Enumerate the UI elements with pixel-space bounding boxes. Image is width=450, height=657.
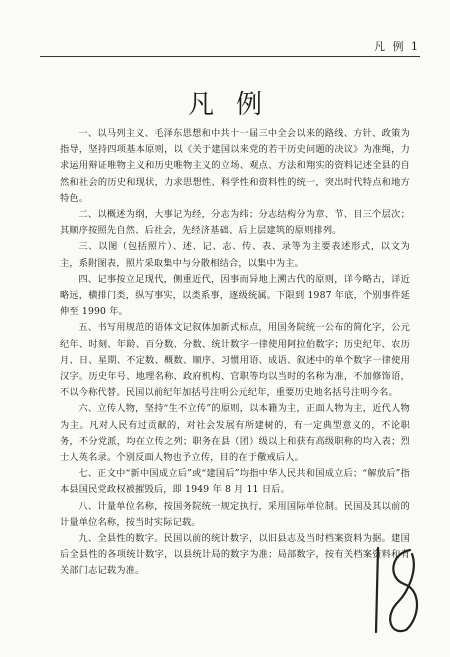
paragraph-3: 三、以图（包括照片）、述、记、志、传、表、录等为主要表述形式，以文为主，系附图表，照片采取集中与分散相结合，以集中为主。 bbox=[60, 241, 410, 269]
handwritten-mark-drawing bbox=[368, 540, 428, 640]
paragraph-9: 九、全县性的数字。民国以前的统计数字，以旧县志及当时档案资料为据。建国后全县性的各项统计数字，以县统计局的数字为准；局部数字，按有关档案资料和有关部门志记载为准。 bbox=[60, 533, 410, 577]
paragraph-7: 七、正文中“新中国成立后”或“建国后”均指中华人民共和国成立后；“解放后”指本县国民党政权被摧毁后，即 1949 年 8 月 11 日后。 bbox=[60, 468, 410, 496]
paragraph-1: 一、以马列主义、毛泽东思想和中共十一届三中全会以来的路线、方针、政策为指导，坚持四项基本原则，以《关于建国以来党的若干历史问题的决议》为准绳，力求运用辩证唯物主义和历史唯物主义的立场、观点、方法和翔实的资料记述全县的自然和社会的历史和现状，力求思想性、科学性和资料性的统一，突出时代特点和地方特色。 bbox=[60, 128, 410, 204]
page-title: 凡例 bbox=[187, 90, 284, 120]
paragraph-8: 八、计量单位名称，按国务院统一规定执行，采用国际单位制。民国及其以前的计量单位名称，按当时实际记载。 bbox=[60, 500, 410, 528]
paragraph-4: 四、记事按立足现代，侧重近代，因事而异地上溯古代的原则，详今略古，详近略远，横排门类，纵写事实，以类系事，逐级统属。下限到 1987 年底，个别事件延伸至 1990 年。 bbox=[60, 273, 410, 318]
header-rule bbox=[40, 56, 420, 57]
handwritten-mark bbox=[368, 540, 428, 640]
body-text bbox=[60, 126, 410, 580]
paragraph-6: 六、立传人物，坚持“生不立传”的原则，以本籍为主，正面人物为主，近代人物为主。凡对人民有过贡献的，对社会发展有所建树的，有一定典型意义的，不论职务，不分党派，均在立传之列；职务在县（团）级以上和获有高级职称的均入表；烈士人英名录。个别反面人物也予立传，目的在于儆戒后人。 bbox=[60, 403, 410, 464]
running-header: 凡 例 1 bbox=[374, 40, 420, 53]
paragraph-2: 二、以概述为纲，大事记为经，分志为纬；分志结构分为章、节、目三个层次；其顺序按照先自然、后社会，先经济基础、后上层建筑的原则排列。 bbox=[60, 209, 410, 237]
paragraph-5: 五、书写用规范的语体文记叙体加新式标点，用国务院统一公布的简化字，公元纪年、时刻、年龄、百分数、分数、统计数字一律使用阿拉伯数字；历史纪年、农历月、日、星期、不定数、概数、顺序、习惯用语、成语、叙述中的单个数字一律使用汉字。历史年号、地理名称、政府机构、官职等均以当时的名称为准，不加修饰语，不以今称代替。民国以前纪年加括号注明公元纪年，重要历史地名括号注明今名。 bbox=[60, 322, 410, 399]
